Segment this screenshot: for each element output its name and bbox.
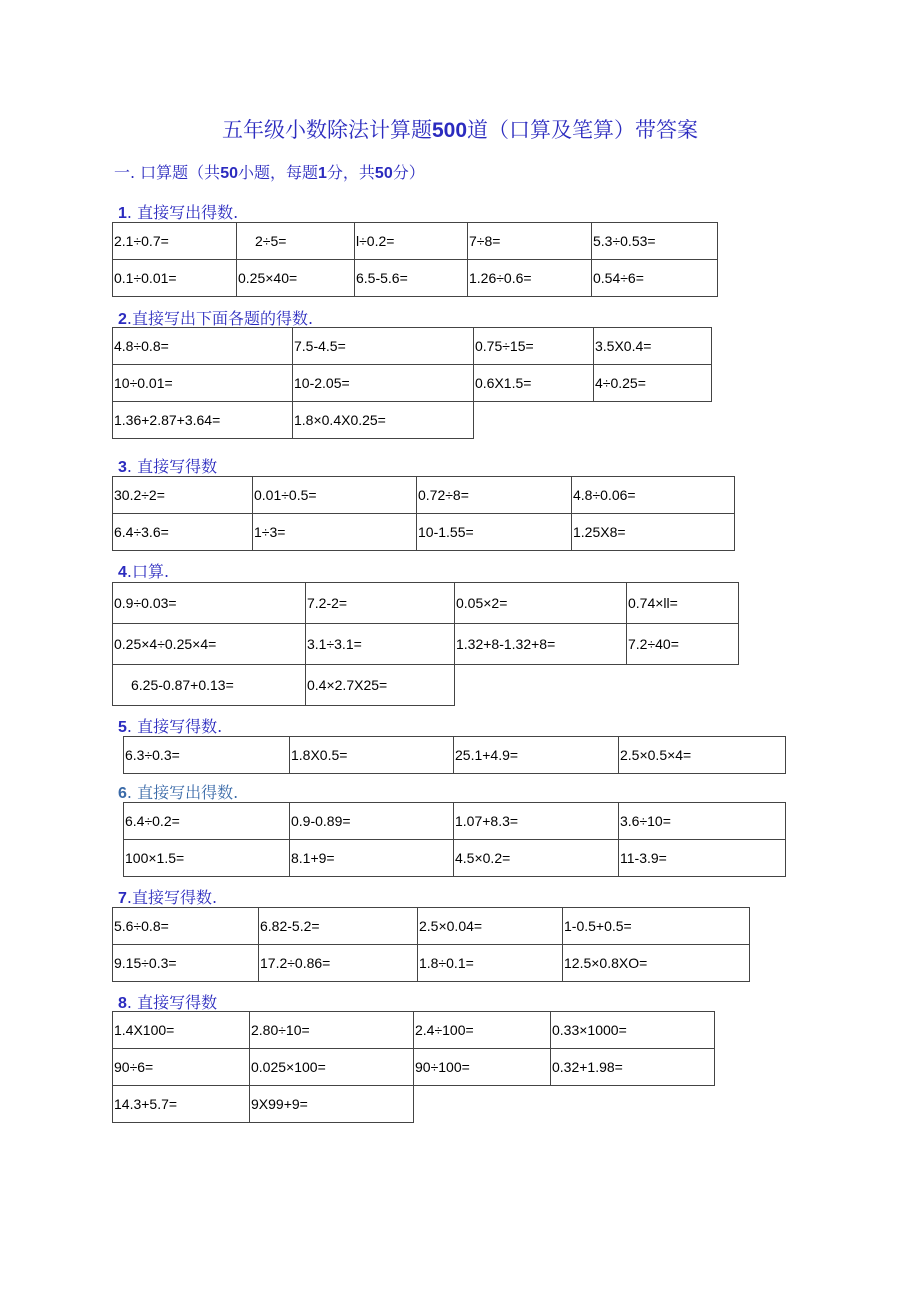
problem-cell: 3.1÷3.1=: [306, 624, 455, 665]
problem-cell: 90÷6=: [113, 1049, 250, 1086]
table-row: [113, 1049, 715, 1086]
problem-cell: 25.1+4.9=: [454, 737, 619, 774]
problem-cell: 0.9-0.89=: [290, 803, 454, 840]
problem-cell: 10÷0.01=: [113, 365, 293, 402]
problem-cell: 7÷8=: [468, 223, 592, 260]
table-row: [113, 1012, 715, 1049]
problem-cell: 2.80÷10=: [250, 1012, 414, 1049]
table-row: [113, 477, 735, 514]
table-row: [113, 260, 718, 297]
empty-cell: [474, 402, 594, 439]
problem-cell: 2.5×0.5×4=: [619, 737, 786, 774]
problem-cell: 6.3÷0.3=: [124, 737, 290, 774]
table-row: [113, 223, 718, 260]
question-3-title: 3. 直接写得数: [118, 457, 218, 476]
question-8-table: [112, 1011, 715, 1123]
problem-cell: 6.82-5.2=: [259, 908, 418, 945]
problem-cell: 9X99+9=: [250, 1086, 414, 1123]
problem-cell: 1.8÷0.1=: [418, 945, 563, 982]
question-8-title: 8. 直接写得数: [118, 993, 218, 1012]
table-row: [113, 908, 750, 945]
question-2-title: 2.直接写出下面各题的得数.: [118, 309, 314, 328]
table-row: [113, 945, 750, 982]
problem-cell: 11-3.9=: [619, 840, 786, 877]
problem-cell: 0.4×2.7X25=: [306, 665, 455, 706]
problem-cell: 6.4÷3.6=: [113, 514, 253, 551]
problem-cell: 0.6X1.5=: [474, 365, 594, 402]
question-6-title: 6. 直接写出得数.: [118, 783, 239, 802]
problem-cell: 17.2÷0.86=: [259, 945, 418, 982]
empty-cell: [455, 665, 627, 706]
problem-cell: 1.8×0.4X0.25=: [293, 402, 474, 439]
problem-cell: 90÷100=: [414, 1049, 551, 1086]
problem-cell: 10-2.05=: [293, 365, 474, 402]
problem-cell: 9.15÷0.3=: [113, 945, 259, 982]
table-row: [124, 803, 786, 840]
problem-cell: 1.32+8-1.32+8=: [455, 624, 627, 665]
empty-cell: [627, 665, 739, 706]
problem-cell: 0.25×40=: [237, 260, 355, 297]
problem-cell: 1÷3=: [253, 514, 417, 551]
empty-cell: [414, 1086, 551, 1123]
table-row: [124, 840, 786, 877]
section-heading: 一. 口算题（共50小题，每题1分，共50分）: [114, 163, 425, 182]
problem-cell: 5.3÷0.53=: [592, 223, 718, 260]
problem-cell: 1.25X8=: [572, 514, 735, 551]
question-6-table: [123, 802, 786, 877]
problem-cell: 1.26÷0.6=: [468, 260, 592, 297]
question-2-table: [112, 327, 712, 439]
table-row: [113, 1086, 715, 1123]
problem-cell: 0.33×1000=: [551, 1012, 715, 1049]
problem-cell: 0.75÷15=: [474, 328, 594, 365]
problem-cell: 0.01÷0.5=: [253, 477, 417, 514]
problem-cell: 7.2-2=: [306, 583, 455, 624]
problem-cell: 12.5×0.8XO=: [563, 945, 750, 982]
problem-cell: 0.32+1.98=: [551, 1049, 715, 1086]
problem-cell: 6.25-0.87+0.13=: [113, 665, 306, 706]
question-4-table: [112, 582, 739, 706]
problem-cell: 4.5×0.2=: [454, 840, 619, 877]
problem-cell: 7.5-4.5=: [293, 328, 474, 365]
question-5-table: [123, 736, 786, 774]
problem-cell: 2.5×0.04=: [418, 908, 563, 945]
problem-cell: 1.07+8.3=: [454, 803, 619, 840]
problem-cell: 4.8÷0.8=: [113, 328, 293, 365]
problem-cell: 3.6÷10=: [619, 803, 786, 840]
problem-cell: 4.8÷0.06=: [572, 477, 735, 514]
problem-cell: 4÷0.25=: [594, 365, 712, 402]
question-1-title: 1. 直接写出得数.: [118, 203, 239, 222]
table-row: [113, 583, 739, 624]
problem-cell: 6.4÷0.2=: [124, 803, 290, 840]
problem-cell: 6.5-5.6=: [355, 260, 468, 297]
question-1-table: [112, 222, 718, 297]
question-3-table: [112, 476, 735, 551]
problem-cell: 1.8X0.5=: [290, 737, 454, 774]
problem-cell: 5.6÷0.8=: [113, 908, 259, 945]
table-row: [113, 624, 739, 665]
problem-cell: 1.36+2.87+3.64=: [113, 402, 293, 439]
problem-cell: l÷0.2=: [355, 223, 468, 260]
question-7-table: [112, 907, 750, 982]
problem-cell: 0.9÷0.03=: [113, 583, 306, 624]
problem-cell: 8.1+9=: [290, 840, 454, 877]
table-row: [124, 737, 786, 774]
problem-cell: 10-1.55=: [417, 514, 572, 551]
question-4-title: 4.口算.: [118, 562, 170, 581]
question-7-title: 7.直接写得数.: [118, 888, 218, 907]
problem-cell: 2.4÷100=: [414, 1012, 551, 1049]
question-5-title: 5. 直接写得数.: [118, 717, 223, 736]
problem-cell: 0.72÷8=: [417, 477, 572, 514]
problem-cell: 1-0.5+0.5=: [563, 908, 750, 945]
problem-cell: 0.025×100=: [250, 1049, 414, 1086]
problem-cell: 100×1.5=: [124, 840, 290, 877]
page-title: 五年级小数除法计算题500道（口算及笔算）带答案: [221, 118, 699, 142]
empty-cell: [551, 1086, 715, 1123]
problem-cell: 0.54÷6=: [592, 260, 718, 297]
table-row: [113, 328, 712, 365]
table-row: [113, 665, 739, 706]
problem-cell: 0.25×4÷0.25×4=: [113, 624, 306, 665]
empty-cell: [594, 402, 712, 439]
problem-cell: 3.5X0.4=: [594, 328, 712, 365]
problem-cell: 2÷5=: [237, 223, 355, 260]
problem-cell: 2.1÷0.7=: [113, 223, 237, 260]
table-row: [113, 514, 735, 551]
problem-cell: 0.74×ll=: [627, 583, 739, 624]
table-row: [113, 402, 712, 439]
problem-cell: 7.2÷40=: [627, 624, 739, 665]
problem-cell: 0.05×2=: [455, 583, 627, 624]
problem-cell: 0.1÷0.01=: [113, 260, 237, 297]
problem-cell: 14.3+5.7=: [113, 1086, 250, 1123]
problem-cell: 1.4X100=: [113, 1012, 250, 1049]
table-row: [113, 365, 712, 402]
problem-cell: 30.2÷2=: [113, 477, 253, 514]
